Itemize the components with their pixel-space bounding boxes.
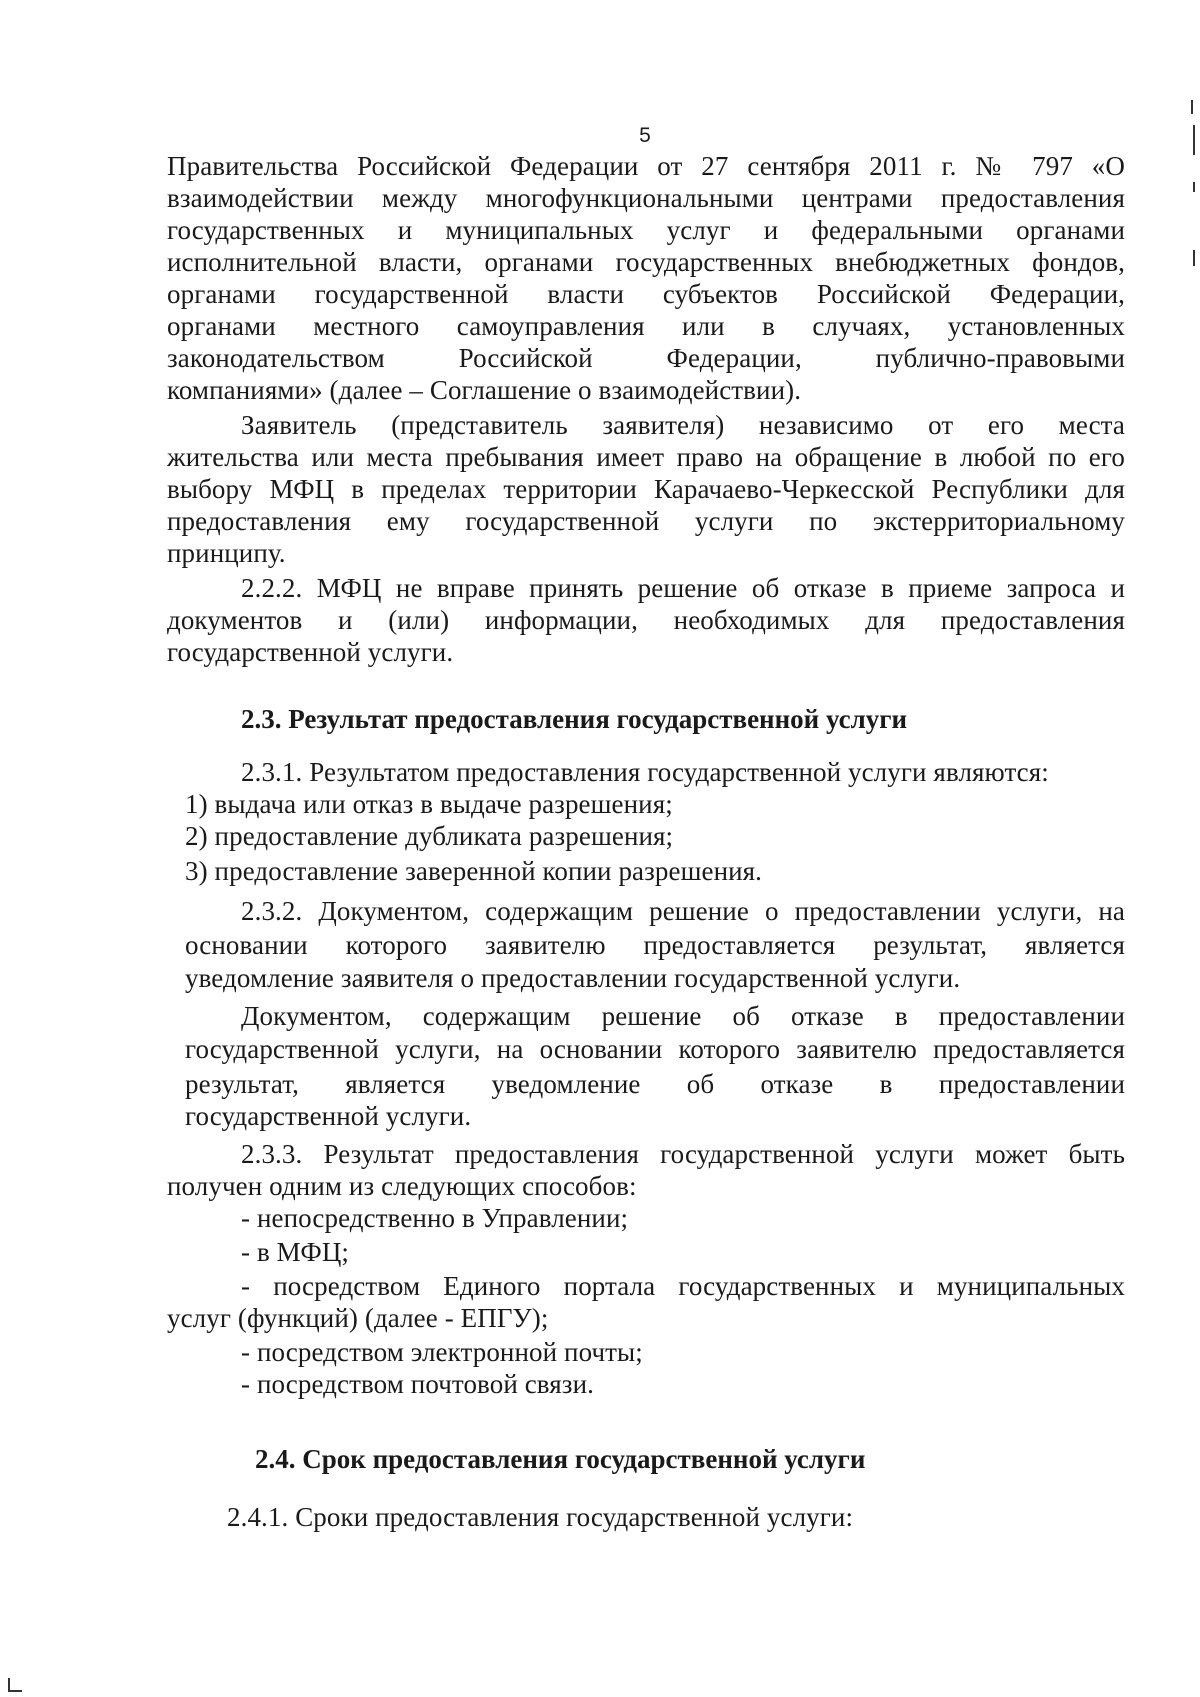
text-line: исполнительной власти, органами государственных внебюджетных фондов,: [167, 247, 1125, 277]
text-line: предоставления ему государственной услуги по экстерриториальному: [167, 506, 1125, 536]
text-line: взаимодействии между многофункциональными центрами предоставления: [167, 183, 1125, 213]
section-heading: 2.3. Результат предоставления государственной услуги: [241, 704, 908, 734]
text-line: результат, является уведомление об отказе в предоставлении: [185, 1069, 1125, 1099]
text-line: принципу.: [167, 538, 286, 568]
list-item: 1) выдача или отказ в выдаче разрешения;: [185, 789, 673, 819]
text-line: государственной услуги, на основании которого заявителю предоставляется: [185, 1034, 1125, 1064]
text-line: государственной услуги.: [167, 637, 454, 667]
text-line: 2.3.2. Документом, содержащим решение о предоставлении услуги, на: [241, 896, 1125, 926]
text-line: 2.2.2. МФЦ не вправе принять решение об отказе в приеме запроса и: [241, 573, 1125, 603]
scan-mark: [1193, 250, 1195, 266]
list-item: 2) предоставление дубликата разрешения;: [185, 821, 674, 851]
text-line: органами государственной власти субъектов Российской Федерации,: [167, 279, 1125, 309]
scan-mark: [1191, 100, 1193, 114]
list-item: - непосредственно в Управлении;: [241, 1203, 629, 1233]
scan-mark: [1193, 125, 1195, 155]
text-line: выбору МФЦ в пределах территории Карачаево-Черкесской Республики для: [167, 474, 1125, 504]
text-line: законодательством Российской Федерации, публично-правовыми: [167, 343, 1125, 373]
text-line: документов и (или) информации, необходимых для предоставления: [167, 605, 1125, 635]
text-line: компаниями» (далее – Соглашение о взаимодействии).: [167, 375, 802, 405]
text-line: уведомление заявителя о предоставлении государственной услуги.: [185, 963, 961, 993]
text-line: основании которого заявителю предоставляется результат, является: [185, 930, 1125, 960]
list-item: 3) предоставление заверенной копии разрешения.: [185, 856, 763, 886]
section-heading: 2.4. Срок предоставления государственной услуги: [255, 1444, 866, 1474]
text-line: Заявитель (представитель заявителя) независимо от его места: [241, 410, 1125, 440]
text-line: органами местного самоуправления или в случаях, установленных: [167, 311, 1125, 341]
scan-mark: [8, 1690, 22, 1692]
list-item: - посредством почтовой связи.: [241, 1369, 594, 1399]
text-line: Документом, содержащим решение об отказе в предоставлении: [241, 1001, 1125, 1031]
text-line: Правительства Российской Федерации от 27 сентября 2011 г. № 797 «О: [167, 151, 1125, 181]
text-line: услуг (функций) (далее - ЕПГУ);: [167, 1303, 549, 1333]
text-line: жительства или места пребывания имеет право на обращение в любой по его: [167, 442, 1125, 472]
list-item: - посредством Единого портала государственных и муниципальных: [241, 1271, 1125, 1301]
text-line: получен одним из следующих способов:: [167, 1171, 637, 1201]
scan-mark: [1193, 182, 1195, 192]
list-item: - посредством электронной почты;: [241, 1337, 643, 1367]
list-item: - в МФЦ;: [241, 1237, 350, 1267]
text-line: государственной услуги.: [185, 1101, 472, 1131]
text-line: 2.4.1. Сроки предоставления государственной услуги:: [227, 1502, 854, 1532]
text-line: 2.3.1. Результатом предоставления государственной услуги являются:: [241, 757, 1049, 787]
text-line: государственных и муниципальных услуг и федеральными органами: [167, 215, 1125, 245]
page-number: 5: [639, 124, 651, 147]
text-line: 2.3.3. Результат предоставления государственной услуги может быть: [241, 1139, 1125, 1169]
